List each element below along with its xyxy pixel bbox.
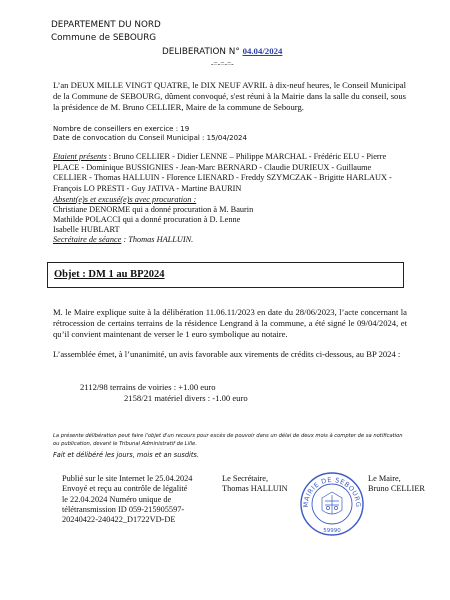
publication-block [62,474,192,525]
publication-line: 20240422-240422_D1722VD-DE [62,515,176,525]
session-secretary [53,235,193,244]
mayor-signer: Bruno CELLIER [368,484,425,494]
seal-ring-text: MAIRIE DE SEBOURG [301,475,363,508]
publication-line: télétransmission ID 059-215905597- [62,504,185,514]
present-members [53,152,406,194]
proxy-3: Isabelle HUBLART [53,225,120,234]
publication-line: Publié sur le site Internet le 25.04.2024 [62,474,193,483]
legal-notice: La présente délibération peut faire l'objet d'un recours pour excès de pouvoir dans un délai de deux mois à compter de sa notification ou publication, devant le Tribunal Administratif de Lille. [53,433,403,447]
mayor-signature-block [368,474,425,495]
absent-label: Absent(e)s et excusé(e)s avec procuration : [53,195,197,204]
credit-line-1: 2112/98 terrains de voiries : +1.00 euro [80,382,216,392]
present-list: : Bruno CELLIER - Didier LENNE – Philippe MARCHAL - Frédéric ELU - Pierre PLACE - Dominique BUSSIGNIES - Jean-Marc BERNARD - Claudie DURIEUX - Guillaume CELLIER - Thomas HALLUIN - Florence LIENARD - Freddy SZYMCZAK - Brigitte HARLAUX - François LO PRESTI - Guy JATIVA - Martine BAURIN [53,152,392,193]
secretary-title: Le Secrétaire, [222,474,269,483]
deliberation-number: 04.04/2024 [242,46,283,56]
object-box [47,262,404,288]
present-label: Etaient présents [53,152,107,161]
secretary-signer: Thomas HALLUIN [222,484,288,494]
secretary-signature-block [222,474,288,495]
header-separator: -=-=-=- [211,59,234,68]
deliberation-heading [162,46,282,57]
members-count: Nombre de conseillers en exercice : 19 [53,125,190,133]
mayor-title: Le Maire, [368,474,401,483]
secretary-label: Secrétaire de séance [53,235,122,244]
proxy-1: Christiane DENORME qui a donné procuration à M. Baurin [53,205,254,214]
done-line: Fait et délibéré les jours, mois et an susdits. [53,451,199,459]
proxy-2: Mathilde POLACCI qui a donné procuration à D. Lenne [53,215,241,224]
department-title: DEPARTEMENT DU NORD [51,20,161,30]
object-title: Objet : DM 1 au BP2024 [54,269,165,280]
intro-paragraph: L’an DEUX MILLE VINGT QUATRE, le DIX NEUF AVRIL à dix-neuf heures, le Conseil Municipal de la Commune de SEBOURG, dûment convoqué, s'est réuni à la Mairie dans la salle du conseil, sous la présidence de M. Bruno CELLIER, Maire de la commune de Sebourg. [53,80,406,112]
publication-line: Envoyé et reçu au contrôle de légalité [62,484,188,494]
decision-paragraph: L’assemblée émet, à l’unanimité, un avis favorable aux virements de crédits ci-dessous, au BP 2024 : [53,349,401,359]
explanation-paragraph: M. le Maire explique suite à la délibération 11.06.11/2023 en date du 28/06/2023, l’acte concernant la rétrocession de certains terrains de la résidence Lengrand à la commune, a été signé le 09/04/2024, et qu’il convient maintenant de verser le 1 euro symbolique au notaire. [53,307,407,339]
convocation-date: Date de convocation du Conseil Municipal : 15/04/2024 [53,134,247,142]
secretary-name: : Thomas HALLUIN. [121,235,194,244]
town-seal [298,470,366,538]
seal-postcode: 59990 [323,528,341,534]
deliberation-label: DELIBERATION N° [162,47,240,57]
commune-name: Commune de SEBOURG [51,33,157,43]
credit-line-2: 2158/21 matériel divers : -1.00 euro [124,393,248,403]
publication-line: le 22.04.2024 Numéro unique de [62,494,172,504]
